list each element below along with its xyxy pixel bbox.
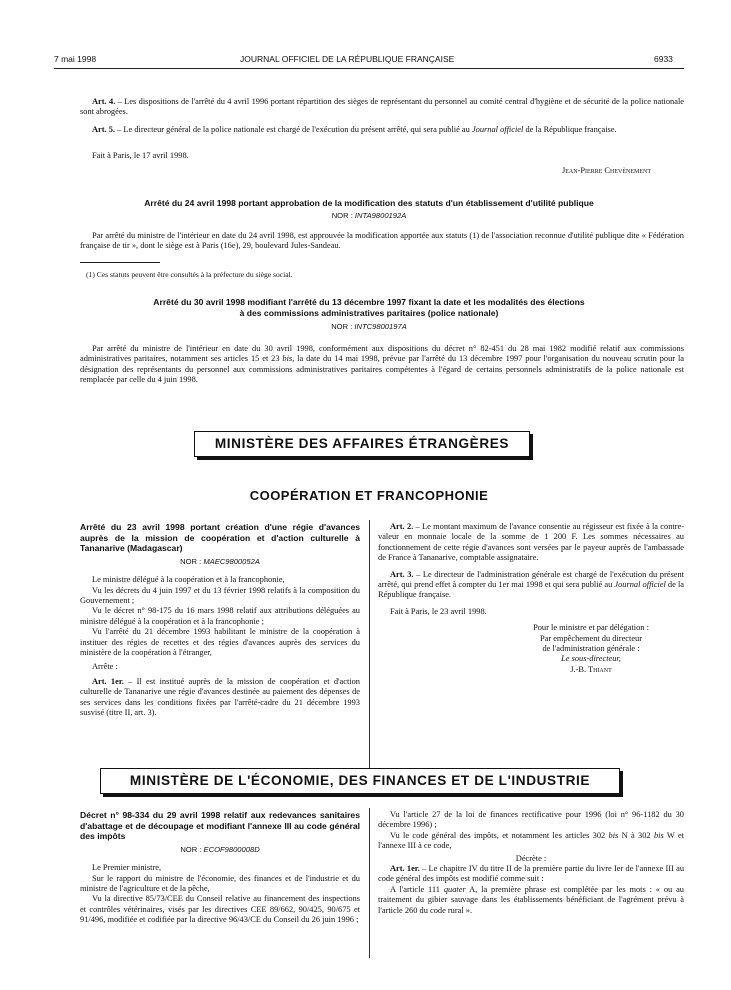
decree3-p2: Vu les décrets du 4 juin 1997 et du 13 février 1998 relatifs à la composition du Gouvernement ; [80,585,360,605]
decree4-nor-label: NOR : [180,844,204,854]
decree4-p6-a: A l'article 111 [390,884,444,894]
header-date: 7 mai 1998 [54,54,97,64]
header-page-number: 6933 [654,54,673,64]
art5-number: Art. 5. [92,125,116,134]
decree3-p1: Le ministre délégué à la coopération et à la francophonie, [92,575,285,585]
art4-text: – Les dispositions de l'arrêté du 4 avril 1996 portant répartition des sièges de représentant du personnel au comité central d'hygiène et de sécurité de la police nationale sont abrogées. [80,97,684,117]
decree3-sig-line2: Par empêchement du directeur [539,633,643,643]
decree2-title-line1: Arrêté du 30 avril 1998 modifiant l'arrêté du 13 décembre 1997 fixant la date et les modalités des élections [153,297,585,307]
decree3-p3: Vu le décret n° 98-175 du 16 mars 1998 relatif aux attributions déléguées au ministre délégué à la coopération et à la francophonie ; [80,606,360,626]
decree4-art1-text: – Le chapitre IV du titre II de la première partie du livre Ier de l'annexe III au code général des impôts est modifié comme suit : [378,864,685,884]
decree4-p5-bis1: bis [608,830,619,840]
decree4-right-column [378,810,684,916]
art5-text-b: de la République française. [523,125,617,134]
decree3-art1-text: – Il est institué auprès de la mission de coopération et d'action culturelle de Tananarive une régie d'avances destinée au paiement des dépenses de ses services dans les conditions fixées par l'arrêté-cadre du 21 décembre 1993 susvisé (titre II, art. 3). [80,676,360,718]
section-cooperation-francophonie: COOPÉRATION ET FRANCOPHONIE [249,488,489,503]
decree3-sig-line1: Pour le ministre et par délégation : [533,623,649,633]
decree4-p2: Sur le rapport du ministre de l'économie, des finances et de l'industrie et du ministre de l'agriculture et de la pêche, [80,873,360,893]
art5-text-a: – Le directeur général de la police nationale est chargé de l'exécution du présent arrêté, qui sera publié au [115,125,472,134]
decree3-nor-code: MAEC9800052A [203,556,260,566]
art4-number: Art. 4. [92,97,116,106]
ministry-affaires-etrangeres-box: MINISTÈRE DES AFFAIRES ÉTRANGÈRES [194,431,530,457]
decree3-art3-text-b: de la République française. [378,580,684,600]
decree4-nor-code: ECOF9800008D [203,844,260,854]
decree1-title: Arrêté du 24 avril 1998 portant approbation de la modification des statuts d'un établissement d'utilité publique [144,198,594,208]
decree1-body [80,231,684,252]
decree1-nor [54,211,684,220]
decree4-p5-b: N à 302 [618,830,654,840]
decree4-title: Décret n° 98-334 du 29 avril 1998 relatif aux redevances sanitaires d'abattage et de découpage et modifiant l'annexe III au code général des impôts [80,810,360,842]
decree4-p4: Vu l'article 27 de la loi de finances rectificative pour 1996 (loi n° 96-1182 du 30 décembre 1996) ; [378,810,684,830]
decree4-p5-a: Vu le code général des impôts, et notamment les articles 302 [390,830,609,840]
decree1-nor-code: INTA9800192A [354,211,407,220]
decree4-p3: Vu la directive 85/73/CEE du Conseil relative au financement des inspections et contrôles vétérinaires, visés par les directives CEE 89/662, 90/425, 90/675 et 91/496, modifiée et codifiée par la directive 96/43/CE du Conseil du 26 juin 1996 ; [80,894,360,925]
article-4 [80,97,684,118]
decree3-right-column [378,522,684,675]
art5-journal: Journal officiel [471,125,524,134]
column-divider [369,520,370,768]
ministry-economie-finances-box: MINISTÈRE DE L'ÉCONOMIE, DES FINANCES ET DE L'INDUSTRIE [100,768,620,794]
decree3-signature-block [378,623,684,675]
decree2-bis: bis [282,354,293,364]
decree2-nor-label: NOR : [331,322,355,331]
decree3-left-column [80,522,360,718]
decree3-art2-text: – Le montant maximum de l'avance consentie au régisseur est fixée à la contre-valeur en monnaie locale de la somme de 1 200 F. Les sommes nécessaires au fonctionnement de cette régie d'avances sont versées par le payeur auprès de l'ambassade de France à Tananarive, comptable assignataire. [378,522,684,563]
decree3-art3-journal: Journal officiel [614,580,666,590]
decree4-p5-bis2: bis [653,830,664,840]
decree4-p5-c: W et l'annexe III à ce code, [378,830,684,851]
decree2-body [80,344,684,386]
decree3-arrete: Arrête : [92,662,118,672]
fait-paris-17 [80,151,684,161]
decree3-nor-label: NOR : [180,556,204,566]
header-journal-title: JOURNAL OFFICIEL DE LA RÉPUBLIQUE FRANÇAISE [240,54,455,64]
decree2-title [54,297,684,318]
decree3-p4: Vu l'arrêté du 21 décembre 1993 habilitant le ministre de la coopération à instituer des régies de recettes et des régies d'avances auprès des services du ministère de la coopération à l'étranger, [80,627,360,658]
decree2-nor [54,322,684,331]
decree4-art1-number: Art. 1er. [390,864,420,874]
decree1-text: Par arrêté du ministre de l'intérieur en date du 24 avril 1998, est approuvée la modification apportée aux statuts (1) de l'association reconnue d'utilité publique dite « Fédération française de tir », dont le siège est à Paris (16e), 29, boulevard Jules-Sandeau. [80,231,684,251]
decree2-nor-code: INTC9800197A [354,322,407,331]
decree4-decrete: Décrète : [515,853,547,863]
decree4-nor [80,845,360,855]
decree3-art3-number: Art. 3. [390,569,414,579]
header-rule [54,68,684,69]
column-divider-2 [369,808,370,958]
decree3-sig-name: J.-B. Thiant [570,664,612,674]
footnote-rule [80,262,160,263]
decree3-fait: Fait à Paris, le 23 avril 1998. [390,606,487,616]
decree3-title: Arrêté du 23 avril 1998 portant création d'une régie d'avances auprès de la mission de coopération et d'action culturelle à Tananarive (Madagascar) [80,522,360,554]
decree3-sig-line4: Le sous-directeur, [561,654,621,664]
decree3-art2-number: Art. 2. [390,522,414,531]
decree3-art1-number: Art. 1er. [92,676,124,686]
decree3-sig-line3: de l'administration générale : [542,644,640,654]
decree4-p1: Le Premier ministre, [92,863,162,873]
signature-chevenement: Jean-Pierre Chevènement [561,166,651,175]
decree2-title-line2: à des commissions administratives paritaires (police nationale) [239,307,499,318]
decree4-p6-quater: quater [443,884,466,894]
article-5 [80,125,684,135]
decree3-art3-text-a: – Le directeur de l'administration générale est chargé de l'exécution du présent arrêté, qui prend effet à compter du 1er mai 1998 et qui sera publié au [378,569,684,590]
decree1-footnote: (1) Ces statuts peuvent être consultés à la préfecture du siège social. [86,270,293,279]
decree2-text-a: Par arrêté du ministre de l'intérieur en date du 30 avril 1998, conformément aux dispositions du décret n° 82-451 du 28 mai 1982 modifié relatif aux commissions administratives paritaires, notamment ses articles 15 et 23 [80,344,684,364]
decree1-nor-label: NOR : [331,211,355,220]
decree3-nor [80,557,360,567]
decree4-left-column [80,810,360,926]
fait-text: Fait à Paris, le 17 avril 1998. [92,151,189,160]
decree2-text-b: , la date du 14 mai 1998, prévue par l'arrêté du 13 décembre 1997 pour l'organisation du nouveau scrutin pour la désignation des représentants du personnel aux commissions administratives paritaires compétentes à l'égard de certains personnels administratifs de la police nationale est remplacée par celle du 4 juin 1998. [80,354,685,385]
decree4-p6-b: A, la première phrase est complétée par les mots : « ou au traitement du gibier sauvage dans les établissements bénéficiant de l'agrément prévu à l'article 260 du code rural ». [378,884,684,915]
